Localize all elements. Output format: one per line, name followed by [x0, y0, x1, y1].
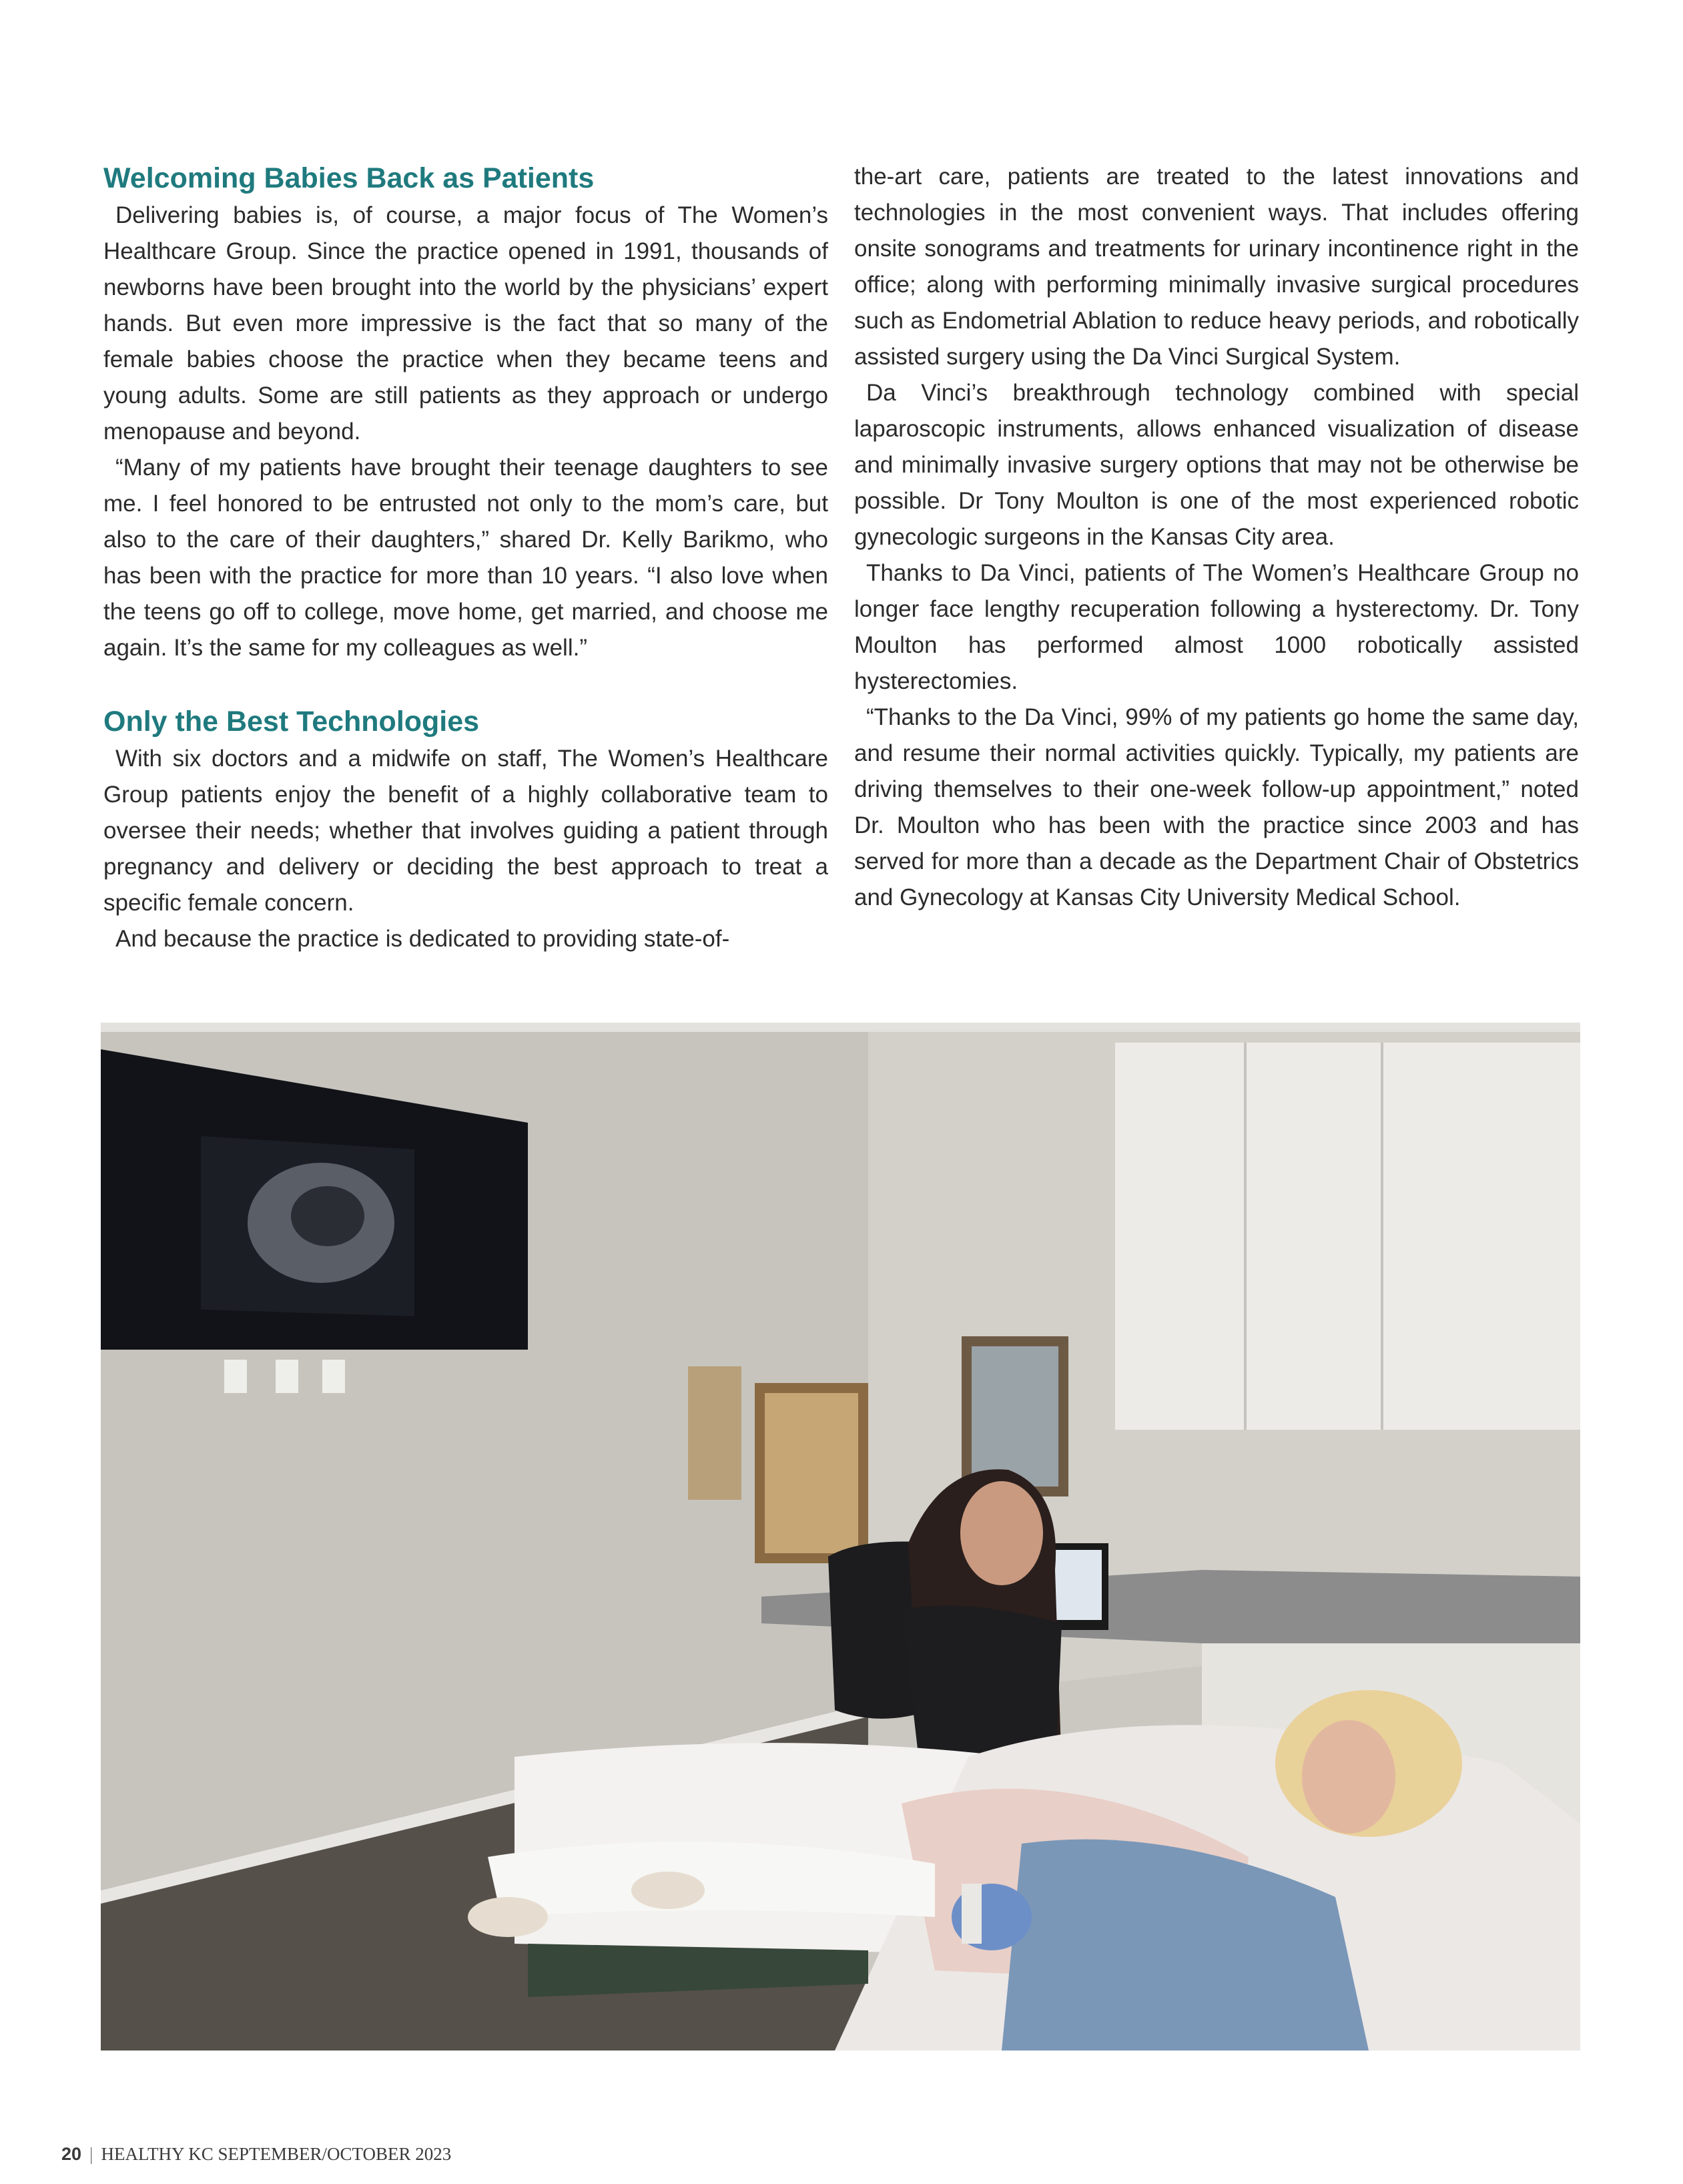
heading-welcoming-babies: Welcoming Babies Back as Patients: [103, 162, 595, 194]
heading-best-technologies: Only the Best Technologies: [103, 706, 480, 738]
left-column: [103, 159, 828, 957]
paragraph-1: Delivering babies is, of course, a major focus of The Women’s Healthcare Group. Since the practice opened in 1991, thousands of newborns have been brought into the world by the physicians’ expert hands. But even more impressive is the fact that so many of the female babies choose the practice when they became teens and young adults. Some are still patients as they approach or undergo menopause and beyond.: [103, 202, 828, 445]
footer-separator: |: [89, 2144, 93, 2164]
publication-name: HEALTHY KC: [101, 2144, 214, 2164]
paragraph-5: the-art care, patients are treated to the latest innovations and technologies in the most convenient ways. That includes offering onsite sonograms and treatments for urinary incontinence right in the office; along with performing minimally invasive surgical procedures such as Endometrial Ablation to reduce heavy periods, and robotically assisted surgery using the Da Vinci Surgical System.: [854, 164, 1579, 370]
paragraph-2: “Many of my patients have brought their teenage daughters to see me. I feel honored to be entrusted not only to the mom’s care, but also to the care of their daughters,” shared Dr. Kelly Barikmo, who has been with the practice for more than 10 years. “I also love when the teens go off to college, move home, get married, and choose me again. It’s the same for my colleagues as well.”: [103, 455, 828, 661]
right-column: [854, 159, 1579, 916]
paragraph-8: “Thanks to the Da Vinci, 99% of my patients go home the same day, and resume their normal activities quickly. Typically, my patients are driving themselves to their one-week follow-up appointment,” noted Dr. Moulton who has been with the practice since 2003 and has served for more than a decade as the Department Chair of Obstetrics and Gynecology at Kansas City University Medical School.: [854, 704, 1579, 910]
exam-room-illustration: [101, 1023, 1580, 2051]
page-number: 20: [61, 2144, 82, 2164]
paragraph-7: Thanks to Da Vinci, patients of The Women’s Healthcare Group no longer face lengthy recuperation following a hysterectomy. Dr. Tony Moulton has performed almost 1000 robotically assisted hysterectomies.: [854, 560, 1579, 694]
page-footer: [61, 2144, 451, 2165]
ultrasound-exam-photo: [101, 1023, 1580, 2051]
paragraph-6: Da Vinci’s breakthrough technology combined with special laparoscopic instruments, allows enhanced visualization of disease and minimally invasive surgery options that may not be otherwise be possible. Dr Tony Moulton is one of the most experienced robotic gynecologic surgeons in the Kansas City area.: [854, 380, 1579, 550]
paragraph-4: And because the practice is dedicated to providing state-of-: [115, 926, 730, 952]
paragraph-3: With six doctors and a midwife on staff, The Women’s Healthcare Group patients enjoy the benefit of a highly collaborative team to oversee their needs; whether that involves guiding a patient through pregnancy and delivery or deciding the best approach to treat a specific female concern.: [103, 746, 828, 916]
issue-date: SEPTEMBER/OCTOBER 2023: [218, 2144, 452, 2164]
